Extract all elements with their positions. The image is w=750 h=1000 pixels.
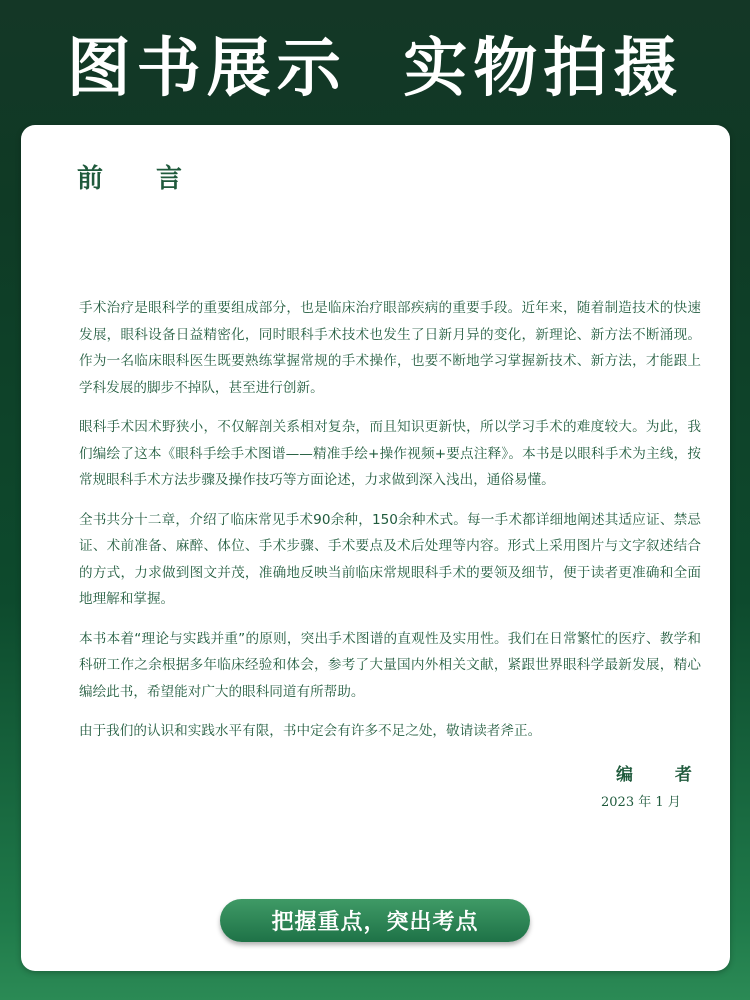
editor-signature: 编 者 (616, 765, 710, 785)
preface-date: 2023 年 1 月 (601, 795, 681, 810)
preface-page (21, 125, 730, 971)
preface-paragraph: 全书共分十二章，介绍了临床常见手术90余种，150余种术式。每一手术都详细地阐述其适应证、禁忌证、术前准备、麻醉、体位、手术步骤、手术要点及术后处理等内容。形式上采用图片与文字叙述结合的方式，力求做到图文并茂，准确地反映当前临床常规眼科手术的要领及细节，便于读者更准确和全面地理解和掌握。 (79, 511, 701, 607)
preface-paragraph: 眼科手术因术野狭小，不仅解剖关系相对复杂，而且知识更新快，所以学习手术的难度较大。为此，我们编绘了这本《眼科手绘手术图谱——精准手绘+操作视频+要点注释》。本书是以眼科手术为主线，按常规眼科手术方法步骤及操作技巧等方面论述，力求做到深入浅出，通俗易懂。 (79, 419, 701, 488)
preface-body (79, 295, 701, 758)
preface-paragraph: 由于我们的认识和实践水平有限，书中定会有许多不足之处，敬请读者斧正。 (79, 723, 542, 739)
top-banner (0, 0, 750, 125)
preface-paragraph: 本书本着“理论与实践并重”的原则，突出手术图谱的直观性及实用性。我们在日常繁忙的医疗、教学和科研工作之余根据多年临床经验和体会，参考了大量国内外相关文献，紧跟世界眼科学最新发展，精心编绘此书，希望能对广大的眼科同道有所帮助。 (79, 630, 701, 700)
preface-paragraph: 手术治疗是眼科学的重要组成部分，也是临床治疗眼部疾病的重要手段。近年来，随着制造技术的快速发展，眼科设备日益精密化，同时眼科手术技术也发生了日新月异的变化，新理论、新方法不断涌现。作为一名临床眼科医生既要熟练掌握常规的手术操作，也要不断地学习掌握新技术、新方法，才能跟上学科发展的脚步不掉队，甚至进行创新。 (79, 300, 701, 396)
banner-title: 图书展示 实物拍摄 (66, 31, 684, 106)
preface-heading: 前 言 (77, 164, 205, 194)
pill-label: 把握重点，突出考点 (271, 910, 479, 935)
highlight-pill-button (220, 899, 530, 942)
